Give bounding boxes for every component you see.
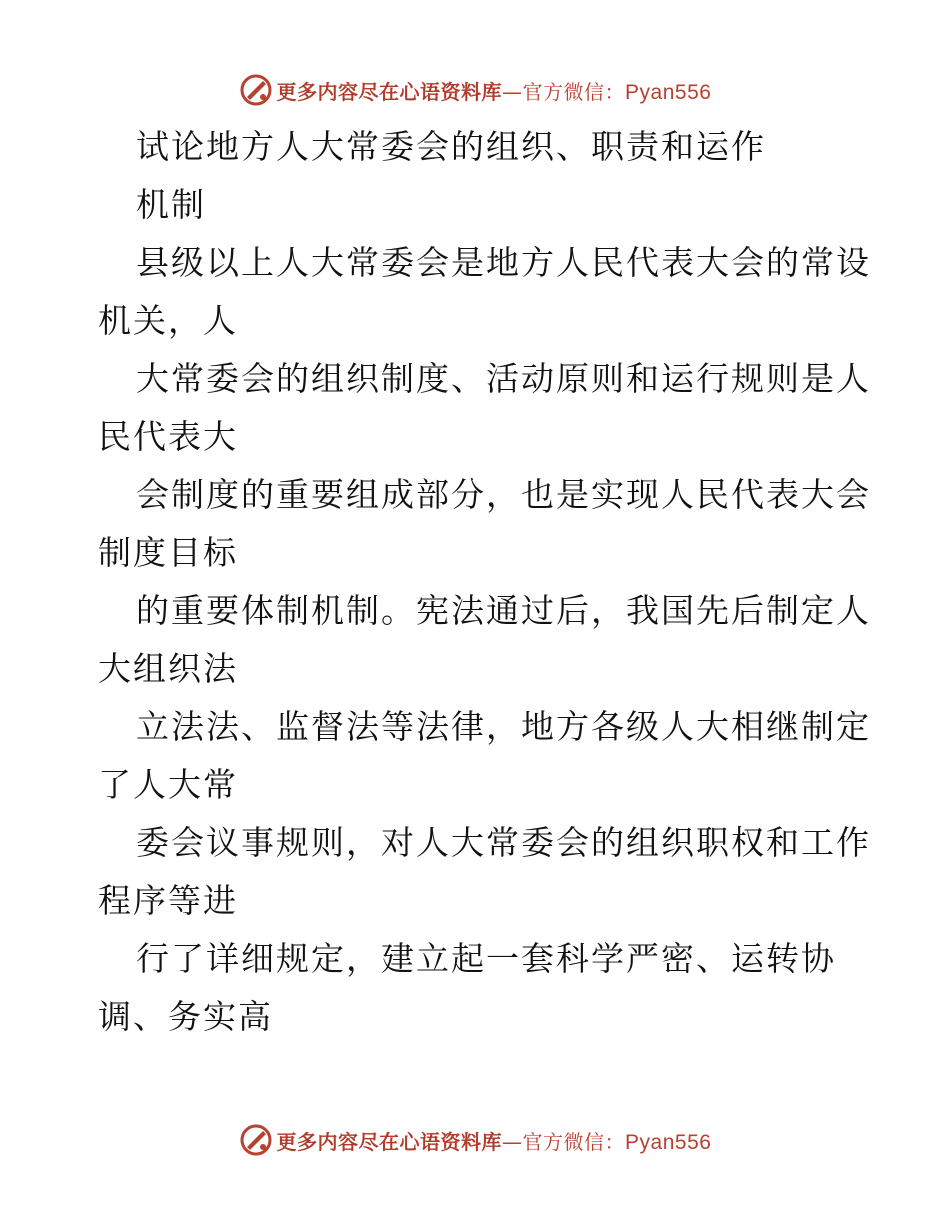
text-line: 调、务实高 <box>98 997 273 1036</box>
text-line: 大组织法 <box>98 649 238 688</box>
text-line: 制度目标 <box>98 533 238 572</box>
text-line: 县级以上人大常委会是地方人民代表大会的常设 <box>136 243 871 282</box>
text-line: 试论地方人大常委会的组织、职责和运作 <box>136 127 766 166</box>
text-line: 立法法、监督法等法律，地方各级人大相继制定 <box>136 707 871 746</box>
text-line: 民代表大 <box>98 417 238 456</box>
banner-label: 官方微信： <box>522 1129 626 1154</box>
pen-logo-icon <box>239 73 273 107</box>
banner-text <box>277 1126 712 1155</box>
text-line: 的重要体制机制。宪法通过后，我国先后制定人 <box>136 591 871 630</box>
text-line: 委会议事规则，对人大常委会的组织职权和工作 <box>136 823 871 862</box>
pen-logo-icon <box>239 1123 273 1157</box>
text-line: 程序等进 <box>98 881 238 920</box>
text-line: 了人大常 <box>98 765 238 804</box>
header-banner <box>0 70 950 110</box>
banner-main-text: 更多内容尽在心语资料库 <box>276 79 503 104</box>
banner-wechat-id: Pyan556 <box>625 80 712 104</box>
footer-banner <box>0 1120 950 1160</box>
text-line: 行了详细规定，建立起一套科学严密、运转协 <box>136 939 836 978</box>
banner-main-text: 更多内容尽在心语资料库 <box>276 1129 503 1154</box>
banner-text <box>277 76 712 105</box>
text-line: 机制 <box>136 185 206 224</box>
banner-dash: — <box>502 79 523 104</box>
document-body <box>98 118 871 1046</box>
text-line: 机关，人 <box>98 301 238 340</box>
text-line: 会制度的重要组成部分，也是实现人民代表大会 <box>136 475 871 514</box>
banner-dash: — <box>502 1129 523 1154</box>
banner-wechat-id: Pyan556 <box>625 1130 712 1154</box>
banner-label: 官方微信： <box>522 79 626 104</box>
text-line: 大常委会的组织制度、活动原则和运行规则是人 <box>136 359 871 398</box>
